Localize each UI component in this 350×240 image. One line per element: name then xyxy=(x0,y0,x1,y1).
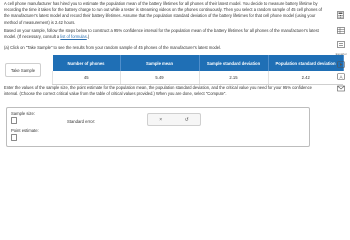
clear-button[interactable]: × xyxy=(159,116,163,123)
mail-icon[interactable] xyxy=(336,84,345,93)
point-estimate-input[interactable] xyxy=(11,134,17,141)
problem-intro xyxy=(4,1,322,43)
based-text: Based on your sample, follow the steps below to construct a 95% confidence interval for the population mean of the battery lifetimes for all phones of the manufacturer's latest model. (If necessary, consult a xyxy=(4,28,319,40)
svg-text:A: A xyxy=(338,74,343,80)
data-icon[interactable] xyxy=(336,40,345,49)
standard-error-label: Standard error: xyxy=(67,119,96,124)
based-end: .) xyxy=(86,34,90,40)
step-a-text: (a) Click on "Take Sample" to see the results from your random sample of 45 phones of the manufacturer's latest model. xyxy=(4,45,222,50)
cell-sample-mean: 5.49 xyxy=(120,71,199,85)
sample-size-input[interactable] xyxy=(11,117,17,124)
header-sample-mean: Sample mean xyxy=(120,55,199,71)
sample-size-label: Sample size: xyxy=(11,111,35,116)
instructions-text: Enter the values of the sample size, the point estimate for the population mean, the population standard deviation, and the critical value you need for your 95% confidence interval. (Choose the correct critical value from the table of critical values provided.) When you are done, select "Compute". xyxy=(4,85,312,96)
table-header-row xyxy=(53,55,344,71)
undo-button[interactable]: ↺ xyxy=(184,116,189,123)
header-population-std-dev: Population standard deviation xyxy=(268,55,343,71)
text-icon[interactable] xyxy=(336,72,345,81)
table-icon[interactable] xyxy=(336,26,345,35)
take-sample-button[interactable]: Take Sample xyxy=(5,63,41,77)
answer-action-buttons xyxy=(147,113,201,126)
cell-number-of-phones: 45 xyxy=(53,71,121,85)
video-icon[interactable] xyxy=(336,60,345,69)
intro-paragraph: A cell phone manufacturer has hired you to estimate the population mean of the battery lifetimes for all phones of their latest model. You decide to measure battery lifetime by recording the time it takes for the battery charge to run out while a tester is streaming videos on the phones continuously. Then you select a random sample of 45 cell phones of the manufacturer's latest model and record their battery lifetimes. Assume that the population standard deviation of the battery lifetimes for that cell phone model (using your method of measurement) is 2.42 hours. xyxy=(4,1,322,25)
sample-results-table xyxy=(52,55,344,85)
header-sample-std-dev: Sample standard deviation xyxy=(199,55,268,71)
calculator-icon[interactable] xyxy=(336,10,345,19)
table-row xyxy=(53,71,344,85)
cell-population-std-dev: 2.42 xyxy=(268,71,343,85)
based-paragraph xyxy=(4,28,322,40)
espanol-label[interactable]: Español xyxy=(335,52,347,56)
header-number-of-phones: Number of phones xyxy=(53,55,121,71)
answer-box xyxy=(6,107,310,147)
cell-sample-std-dev: 2.15 xyxy=(199,71,268,85)
point-estimate-label: Point estimate: xyxy=(11,128,39,133)
formulas-link[interactable]: list of formulas xyxy=(60,34,87,40)
